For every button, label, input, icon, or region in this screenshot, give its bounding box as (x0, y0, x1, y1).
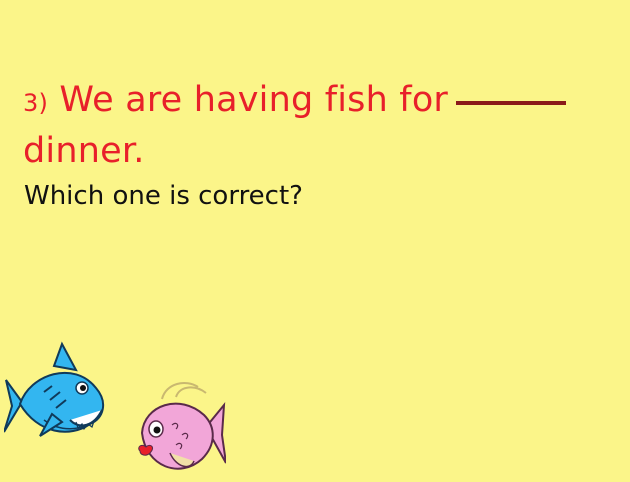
blue-fish-icon (4, 340, 114, 450)
question-text (23, 76, 583, 175)
question-line-1: We are having fish for (59, 80, 449, 120)
answer-prompt: Which one is correct? (24, 181, 303, 211)
answer-blank (456, 101, 566, 105)
question-line-2: dinner. (23, 131, 145, 171)
question-number: 3) (23, 89, 49, 117)
pink-fish-icon (136, 375, 226, 482)
